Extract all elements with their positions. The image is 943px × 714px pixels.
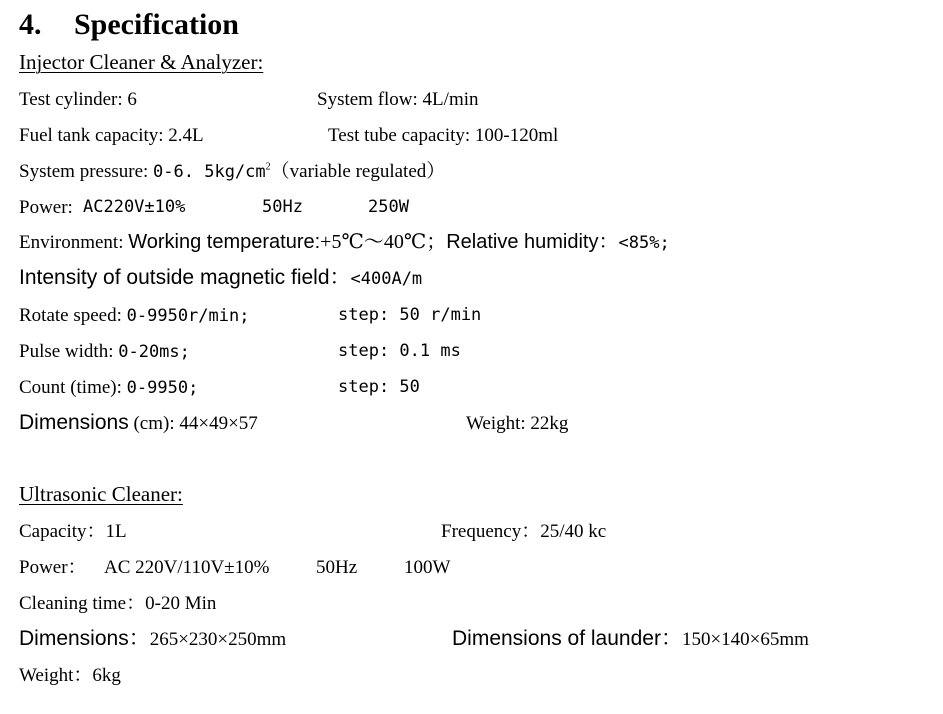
section-title-text: Specification (74, 8, 239, 41)
injector-dimensions-value: (cm): 44×49×57 (128, 413, 258, 434)
launder-dimensions (452, 628, 809, 649)
count-time-value: 0-9950; (126, 378, 199, 398)
system-flow: System flow: 4L/min (317, 89, 479, 110)
section-number: 4. (19, 8, 42, 41)
rotate-speed (19, 306, 249, 325)
environment-temperature-range: +5℃～40℃； (320, 231, 447, 253)
system-pressure-label: System pressure: (19, 161, 154, 182)
pulse-width-value: 0-20ms; (118, 342, 190, 362)
fuel-tank-capacity: Fuel tank capacity: 2.4L (19, 125, 204, 146)
ultrasonic-power-voltage: AC 220V/110V±10% (104, 557, 270, 578)
injector-heading: Injector Cleaner & Analyzer: (19, 50, 264, 74)
section-title (19, 10, 239, 40)
test-cylinder: Test cylinder: 6 (19, 89, 137, 110)
environment (19, 232, 670, 252)
magnetic-field (19, 267, 422, 288)
ultrasonic-dimensions (19, 628, 286, 649)
ultrasonic-heading: Ultrasonic Cleaner: (19, 482, 183, 506)
cleaning-time: Cleaning time：0-20 Min (19, 593, 217, 614)
rotate-speed-label: Rotate speed: (19, 305, 127, 326)
system-pressure-note: （variable regulated） (270, 161, 446, 182)
test-tube-capacity: Test tube capacity: 100-120ml (328, 125, 559, 146)
environment-working-temperature: Working temperature: (128, 231, 321, 253)
launder-dimensions-label: Dimensions of launder： (452, 627, 682, 650)
system-pressure-value: 0-6. 5kg/cm (153, 162, 266, 182)
ultrasonic-frequency: Frequency：25/40 kc (441, 521, 607, 542)
injector-power-watts: 250W (368, 197, 409, 217)
count-time-label: Count (time): (19, 377, 127, 398)
system-pressure-sup: 2 (265, 161, 271, 173)
injector-weight: Weight: 22kg (466, 413, 569, 434)
launder-dimensions-value: 150×140×65mm (681, 629, 809, 650)
injector-power-label: Power: (19, 197, 73, 218)
ultrasonic-weight: Weight：6kg (19, 665, 121, 686)
pulse-width-label: Pulse width: (19, 341, 119, 362)
injector-dimensions-label: Dimensions (19, 411, 129, 434)
environment-humidity-value: <85%; (618, 233, 670, 253)
ultrasonic-capacity: Capacity：1L (19, 521, 127, 542)
system-pressure (19, 162, 445, 181)
injector-power-voltage: AC220V±10% (83, 197, 186, 217)
ultrasonic-dimensions-value: 265×230×250mm (149, 629, 287, 650)
ultrasonic-power-frequency: 50Hz (316, 557, 358, 578)
injector-dimensions (19, 412, 258, 433)
pulse-width (19, 342, 190, 361)
magnetic-field-label: Intensity of outside magnetic field： (19, 266, 351, 289)
rotate-speed-step: step: 50 r/min (338, 305, 482, 325)
magnetic-field-value: <400A/m (350, 269, 423, 289)
count-time (19, 378, 198, 397)
count-time-step: step: 50 (338, 377, 420, 397)
rotate-speed-value: 0-9950r/min; (126, 306, 250, 326)
pulse-width-step: step: 0.1 ms (338, 341, 461, 361)
environment-label: Environment: (19, 232, 129, 253)
ultrasonic-power-watts: 100W (404, 557, 451, 578)
ultrasonic-dimensions-label: Dimensions： (19, 627, 150, 650)
environment-humidity-label: Relative humidity： (446, 231, 619, 253)
injector-power-frequency: 50Hz (262, 197, 303, 217)
ultrasonic-power-label: Power： (19, 557, 87, 578)
